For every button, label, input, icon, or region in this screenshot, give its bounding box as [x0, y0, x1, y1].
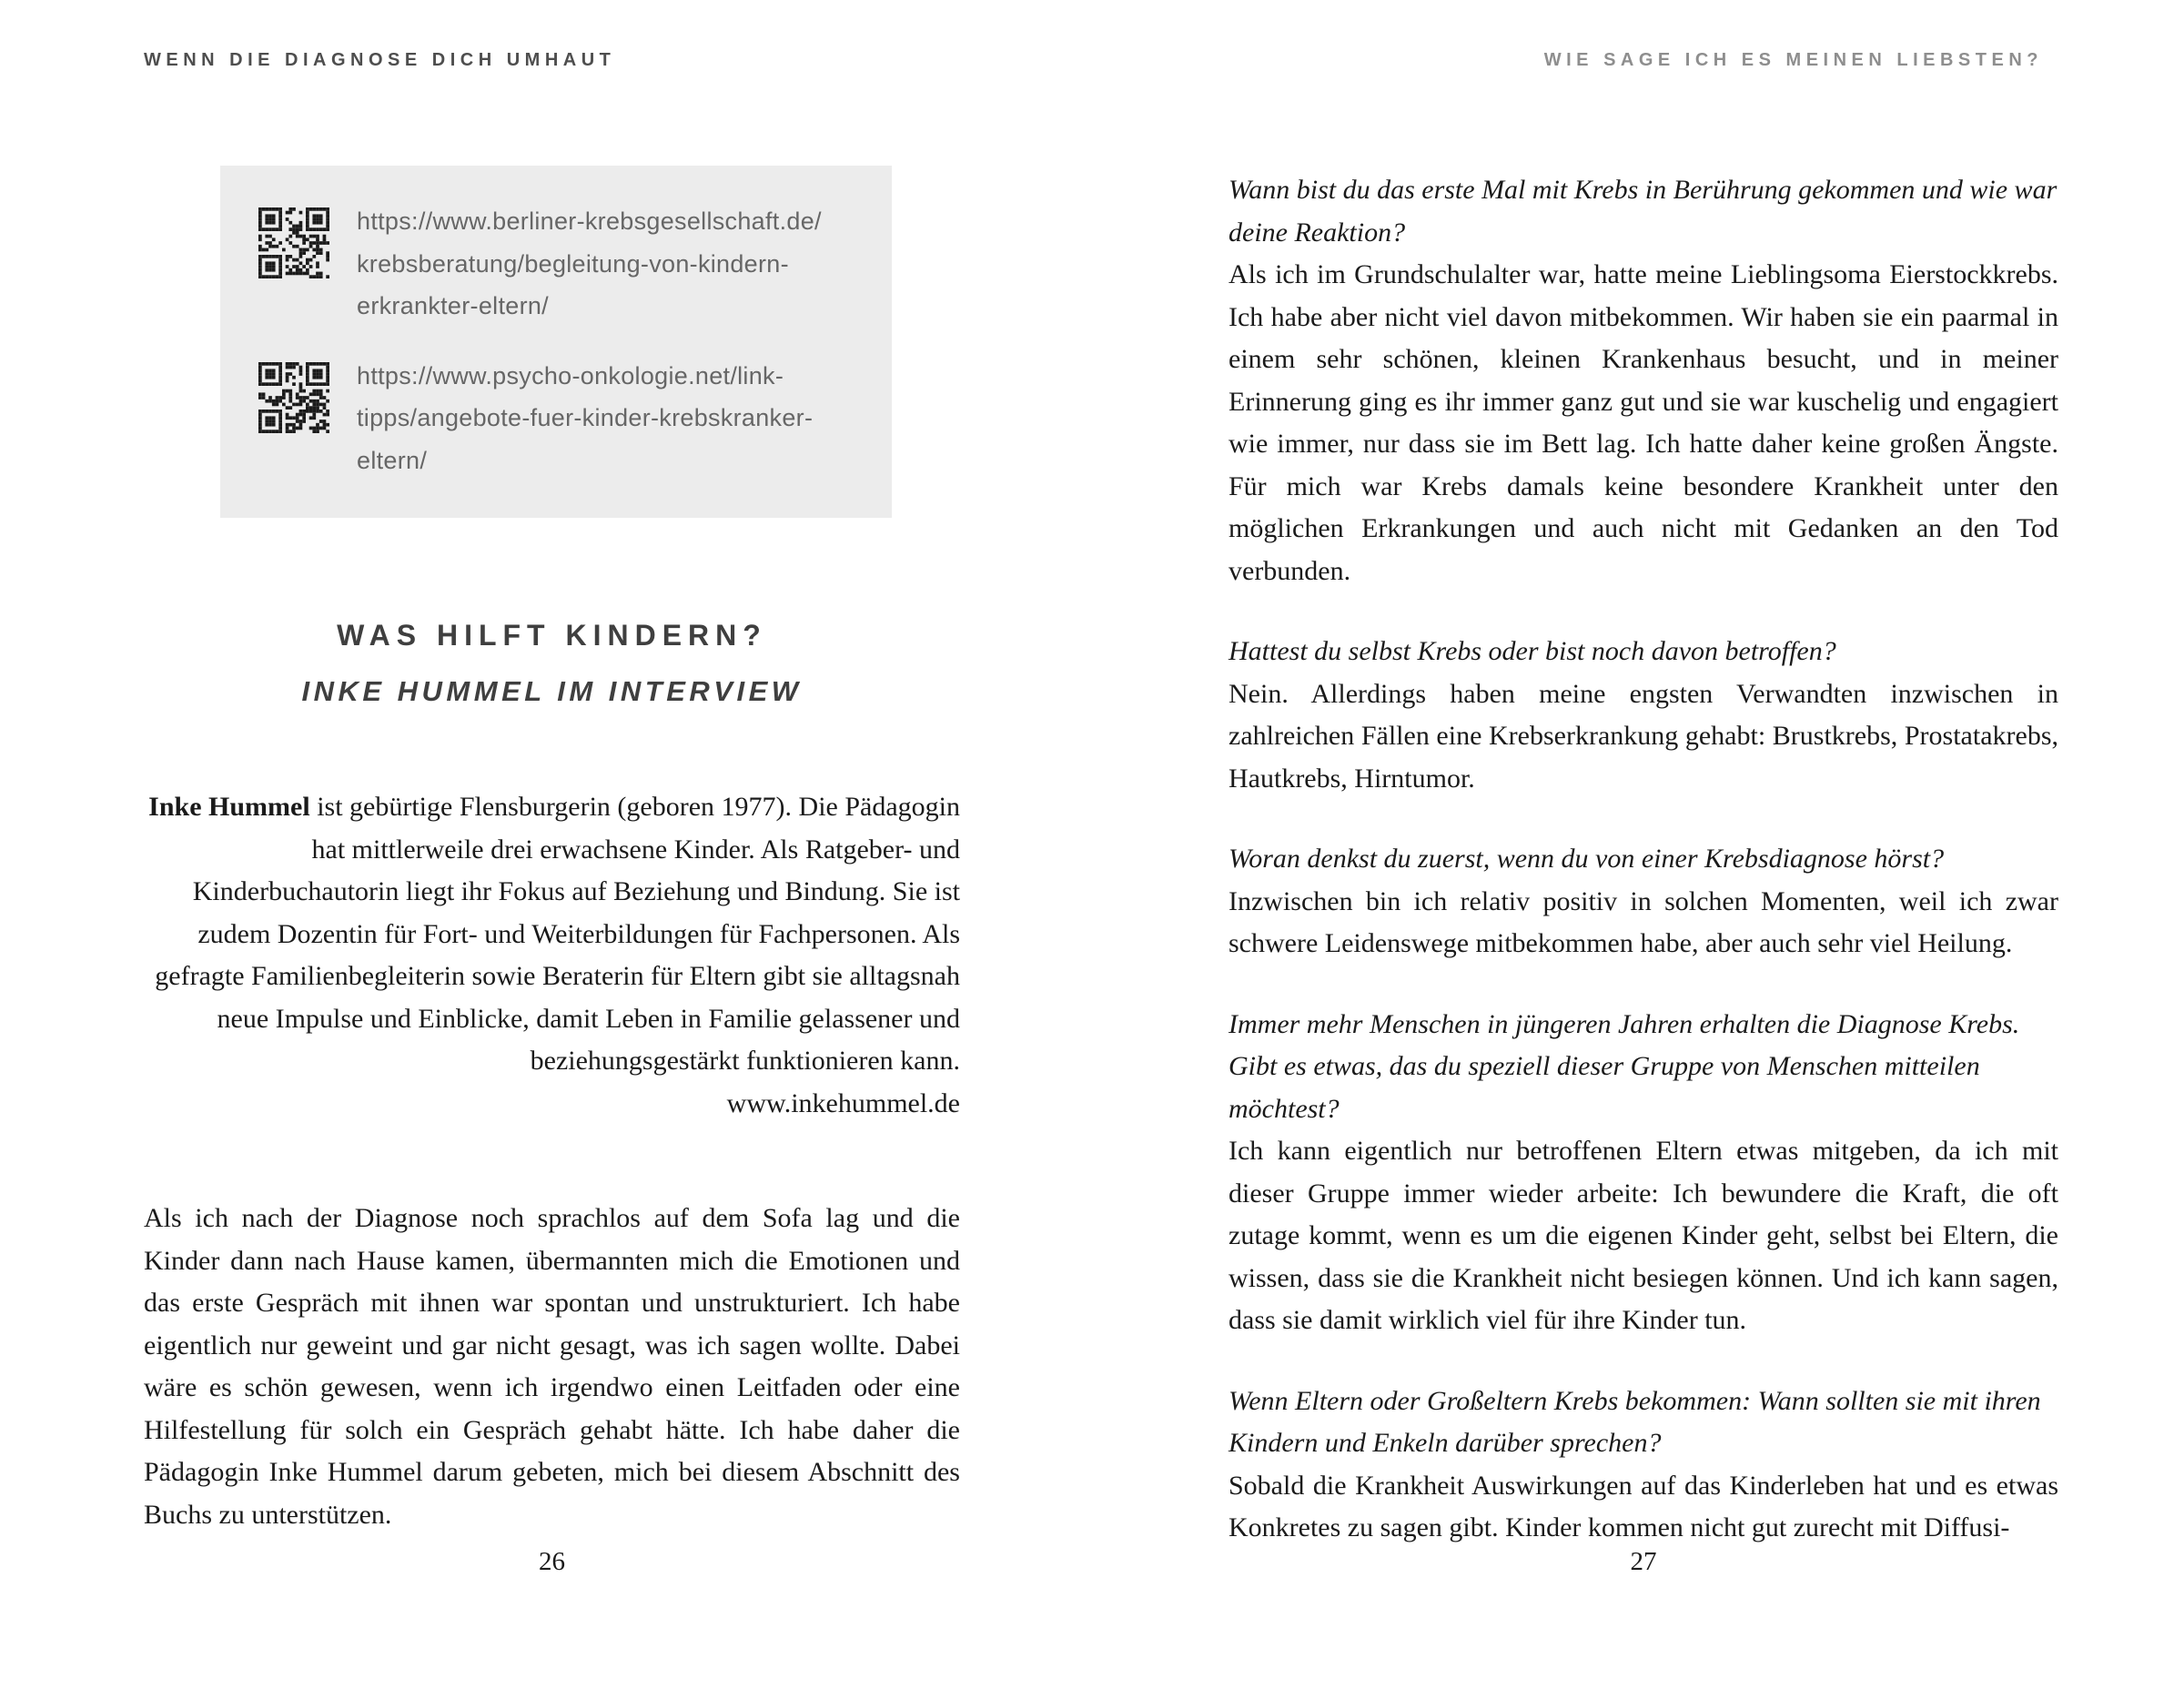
interview-qa-list	[1228, 169, 2058, 1588]
interview-question: Hattest du selbst Krebs oder bist noch davon betroffen?	[1228, 636, 1836, 666]
interview-answer: Als ich im Grundschulalter war, hatte meine Lieblingsoma Eierstockkrebs. Ich habe aber nicht viel davon mitbekommen. Wir haben sie ein paarmal in einem sehr schönen, kleinen Krankenhaus besucht, und in meiner Erinnerung ging es ihr immer ganz gut und sie war kuschelig und engagiert wie immer, nur dass sie im Bett lag. Ich hatte daher keine großen Ängste. Für mich war Krebs damals keine besondere Krankheit unter den möglichen Erkrankungen und auch nicht mit Gedanken an den Tod verbunden.	[1228, 259, 2058, 586]
author-bio-text: ist gebürtige Flensburgerin (geboren 1977). Die Pädagogin hat mittlerweile drei erwachsene Kinder. Als Ratgeber- und Kinderbuchautorin liegt ihr Fokus auf Beziehung und Bindung. Sie ist zudem Dozentin für Fort- und Weiterbildungen für Fachpersonen. Als gefragte Familienbegleiterin sowie Beraterin für Eltern gibt sie alltagsnah neue Impulse und Einblicke, damit Leben in Familie gelassener und beziehungsgestärkt funktionieren kann.	[155, 792, 960, 1076]
interview-question: Wenn Eltern oder Großeltern Krebs bekommen: Wann sollten sie mit ihren Kindern und Enkeln darüber sprechen?	[1228, 1385, 2041, 1458]
section-title: WAS HILFT KINDERN?	[337, 619, 767, 652]
page-right	[1092, 0, 2184, 1699]
qr-url-line: tipps/angebote-fuer-kinder-krebskranker-	[357, 404, 814, 431]
author-name: Inke Hummel	[148, 792, 310, 822]
qa-block	[1228, 838, 2058, 966]
interview-answer: Nein. Allerdings haben meine engsten Verwandten inzwischen in zahlreichen Fällen eine Krebserkrankung gehabt: Brustkrebs, Prostatakrebs, Hautkrebs, Hirntumor.	[1228, 678, 2058, 794]
interview-question: Wann bist du das erste Mal mit Krebs in Berührung gekommen und wie war deine Reaktion?	[1228, 175, 2058, 248]
qr-link-box	[220, 166, 892, 518]
section-subtitle: INKE HUMMEL IM INTERVIEW	[301, 675, 803, 707]
qr-url-text	[357, 200, 822, 328]
author-website: www.inkehummel.de	[726, 1087, 960, 1118]
running-head-left: WENN DIE DIAGNOSE DICH UMHAUT	[144, 50, 616, 70]
interview-answer: Inzwischen bin ich relativ positiv in solchen Momenten, weil ich zwar schwere Leidenswege mitbekommen habe, aber auch sehr viel Heilung.	[1228, 885, 2058, 958]
qa-block	[1228, 1004, 2058, 1342]
qr-code-icon	[258, 362, 329, 433]
qr-url-line: erkrankter-eltern/	[357, 292, 549, 319]
qr-url-line: https://www.psycho-onkologie.net/link-	[357, 361, 784, 389]
qr-url-text	[357, 355, 813, 482]
qr-url-line: krebsberatung/begleitung-von-kindern-	[357, 249, 789, 278]
interview-question: Immer mehr Menschen in jüngeren Jahren erhalten die Diagnose Krebs. Gibt es etwas, das du speziell dieser Gruppe von Menschen mitteilen möchtest?	[1228, 1008, 2020, 1124]
page-number-right: 27	[1630, 1547, 1657, 1576]
qa-block	[1228, 169, 2058, 592]
page-number-left: 26	[539, 1547, 565, 1576]
body-paragraph: Als ich nach der Diagnose noch sprachlos auf dem Sofa lag und die Kinder dann nach Hause kamen, übermannten mich die Emotionen und das erste Gespräch mit ihnen war spontan und unstrukturiert. Ich habe eigentlich nur geweint und gar nicht gesagt, was ich sagen wollte. Dabei wäre es schön gewesen, wenn ich irgendwo einen Leitfaden oder eine Hilfestellung für solch ein Gespräch gehabt hätte. Ich habe daher die Pädagogin Inke Hummel darum gebeten, mich bei diesem Abschnitt des Buchs zu unterstützen.	[144, 1203, 960, 1530]
qr-code-icon	[258, 207, 329, 278]
author-bio	[144, 786, 960, 1125]
interview-question: Woran denkst du zuerst, wenn du von einer Krebsdiagnose hörst?	[1228, 844, 1945, 874]
qr-url-line: eltern/	[357, 446, 428, 474]
qa-block	[1228, 631, 2058, 800]
interview-answer: Sobald die Krankheit Auswirkungen auf das Kinderleben hat und es etwas Konkretes zu sagen gibt. Kinder kommen nicht gut zurecht mit Diffusi-	[1228, 1470, 2058, 1542]
interview-answer: Ich kann eigentlich nur betroffenen Eltern etwas mitgeben, da ich mit dieser Gruppe immer wieder arbeite: Ich bewundere die Kraft, die oft zutage kommt, wenn es um die eigenen Kinder geht, selbst bei Eltern, die wissen, dass sie die Krankheit nicht besiegen können. Und ich kann sagen, dass sie damit wirklich viel für ihre Kinder tun.	[1228, 1136, 2058, 1335]
qr-entry	[258, 355, 855, 482]
qr-url-line: https://www.berliner-krebsgesellschaft.de/	[357, 207, 822, 235]
qa-block	[1228, 1380, 2058, 1550]
running-head-right: WIE SAGE ICH ES MEINEN LIEBSTEN?	[1543, 50, 2043, 70]
qr-entry	[258, 200, 855, 328]
